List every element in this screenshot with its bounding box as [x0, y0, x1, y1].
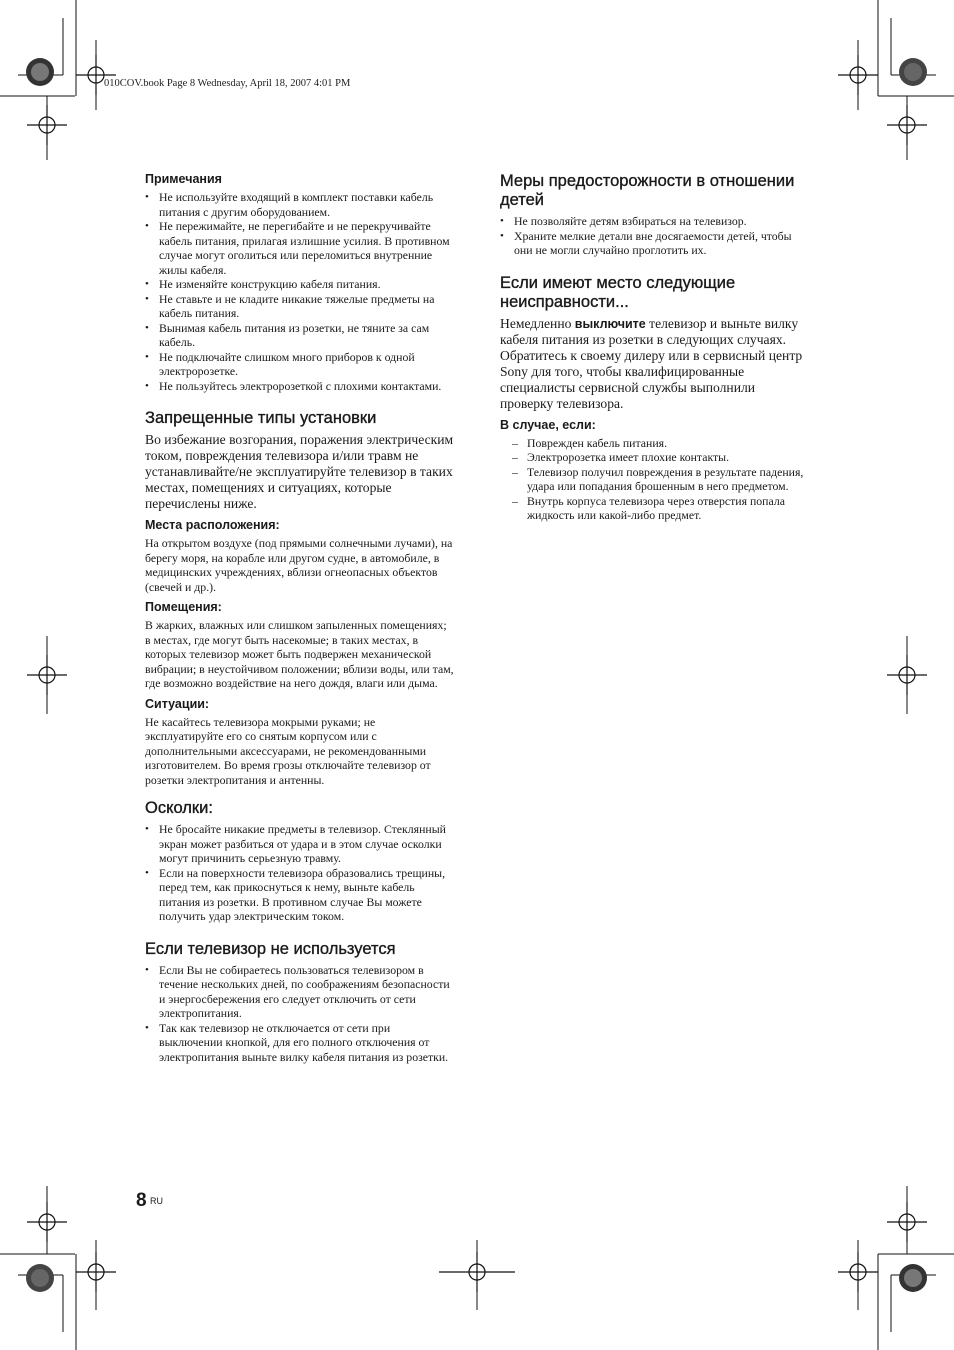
- list-item: • Не подключайте слишком много приборов к одной электророзетке.: [145, 350, 455, 379]
- list-item: • Не ставьте и не кладите никакие тяжелые предметы на кабель питания.: [145, 292, 455, 321]
- situations-heading: Ситуации:: [145, 696, 210, 711]
- list-item: • Не используйте входящий в комплект поставки кабель питания с другим оборудованием.: [145, 190, 455, 219]
- unused-heading: Если телевизор не используется: [145, 939, 396, 958]
- install-paragraph: Во избежание возгорания, поражения электрическим током, повреждения телевизора и/или травм не устанавливайте/не эксплуатируйте телевизор в таких местах, помещениях и ситуациях, которые перечислены ниже.: [145, 432, 454, 511]
- list-item: • Если Вы не собираетесь пользоваться телевизором в течение нескольких дней, по соображениям безопасности и энергосбережения его следует отключить от сети электропитания.: [145, 963, 455, 1021]
- print-header: 010COV.book Page 8 Wednesday, April 18, 2007 4:01 PM: [104, 78, 351, 89]
- faults-paragraph: [500, 316, 808, 348]
- notes-list: [145, 190, 455, 393]
- children-heading: Меры предосторожности в отношении детей: [500, 172, 795, 209]
- left-column: [145, 172, 455, 1068]
- list-item: • Не позволяйте детям взбираться на телевизор.: [500, 214, 808, 229]
- list-item: • Не изменяйте конструкцию кабеля питания.: [145, 277, 455, 292]
- places-heading: Места расположения:: [145, 518, 280, 532]
- list-item: – Поврежден кабель питания.: [500, 436, 808, 451]
- right-column: [500, 172, 808, 523]
- faults-bold: выключите: [574, 316, 646, 331]
- list-item: • Не пользуйтесь электророзеткой с плохими контактами.: [145, 379, 455, 394]
- list-item: • Так как телевизор не отключается от сети при выключении кнопкой, для его полного отключения от электропитания выньте вилку кабеля питания из розетки.: [145, 1021, 455, 1065]
- list-item: • Не пережимайте, не перегибайте и не перекручивайте кабель питания, прилагая излишние усилия. В противном случае могут оголиться или переломиться внутренние жилы кабеля.: [145, 219, 455, 277]
- cases-heading: В случае, если:: [500, 417, 596, 432]
- places-paragraph: На открытом воздухе (под прямыми солнечными лучами), на берегу моря, на корабле или другом судне, в автомобиле, в медицинских учреждениях, вблизи огнеопасных объектов (свечей и др.).: [145, 536, 453, 594]
- list-item: – Внутрь корпуса телевизора через отверстия попала жидкость или какой-либо предмет.: [500, 494, 808, 523]
- notes-heading: Примечания: [145, 172, 222, 186]
- rooms-paragraph: В жарких, влажных или слишком запыленных помещениях; в местах, где могут быть насекомые; в таких местах, в которых телевизор может быть подвержен механической вибрации; в неустойчивом положении; вблизи воды, или там, где возможно воздействие на него дождя, влаги или дыма.: [145, 618, 454, 690]
- rooms-heading: Помещения:: [145, 600, 222, 614]
- list-item: • Вынимая кабель питания из розетки, не тяните за сам кабель.: [145, 321, 455, 350]
- unused-list: [145, 963, 455, 1065]
- install-heading: Запрещенные типы установки: [145, 409, 377, 427]
- page-number: 8: [136, 1190, 147, 1211]
- page-language: RU: [150, 1196, 163, 1206]
- list-item: • Храните мелкие детали вне досягаемости детей, чтобы они не могли случайно проглотить их.: [500, 229, 808, 258]
- faults-heading: Если имеют место следующие неисправности...: [500, 273, 736, 311]
- list-item: – Телевизор получил повреждения в результате падения, удара или попадания брошенным в него предметом.: [500, 465, 808, 494]
- faults-paragraph-2: Обратитесь к своему дилеру или в сервисный центр Sony для того, чтобы квалифицированные специалисты сервисной службы выполнили проверку телевизора.: [500, 347, 803, 411]
- shards-list: [145, 822, 455, 924]
- list-item: • Если на поверхности телевизора образовались трещины, перед тем, как прикоснуться к нему, выньте кабель питания из розетки. В противном случае Вы можете получить удар электрическим током.: [145, 866, 455, 924]
- shards-heading: Осколки:: [145, 799, 213, 817]
- faults-pre: Немедленно: [500, 315, 575, 331]
- situations-paragraph: Не касайтесь телевизора мокрыми руками; не эксплуатируйте его со снятым корпусом или с дополнительными аксессуарами, не рекомендованными изготовителем. Во время грозы отключайте телевизор от розетки электропитания и антенны.: [145, 714, 431, 787]
- list-item: • Не бросайте никакие предметы в телевизор. Стеклянный экран может разбиться от удара и в этом случае осколки могут причинить серьезную травму.: [145, 822, 455, 866]
- list-item: – Электророзетка имеет плохие контакты.: [500, 450, 808, 465]
- faults-post: телевизор и выньте вилку кабеля питания из розетки в следующих случаях.: [500, 315, 799, 347]
- cases-list: [500, 436, 808, 523]
- children-list: [500, 214, 808, 258]
